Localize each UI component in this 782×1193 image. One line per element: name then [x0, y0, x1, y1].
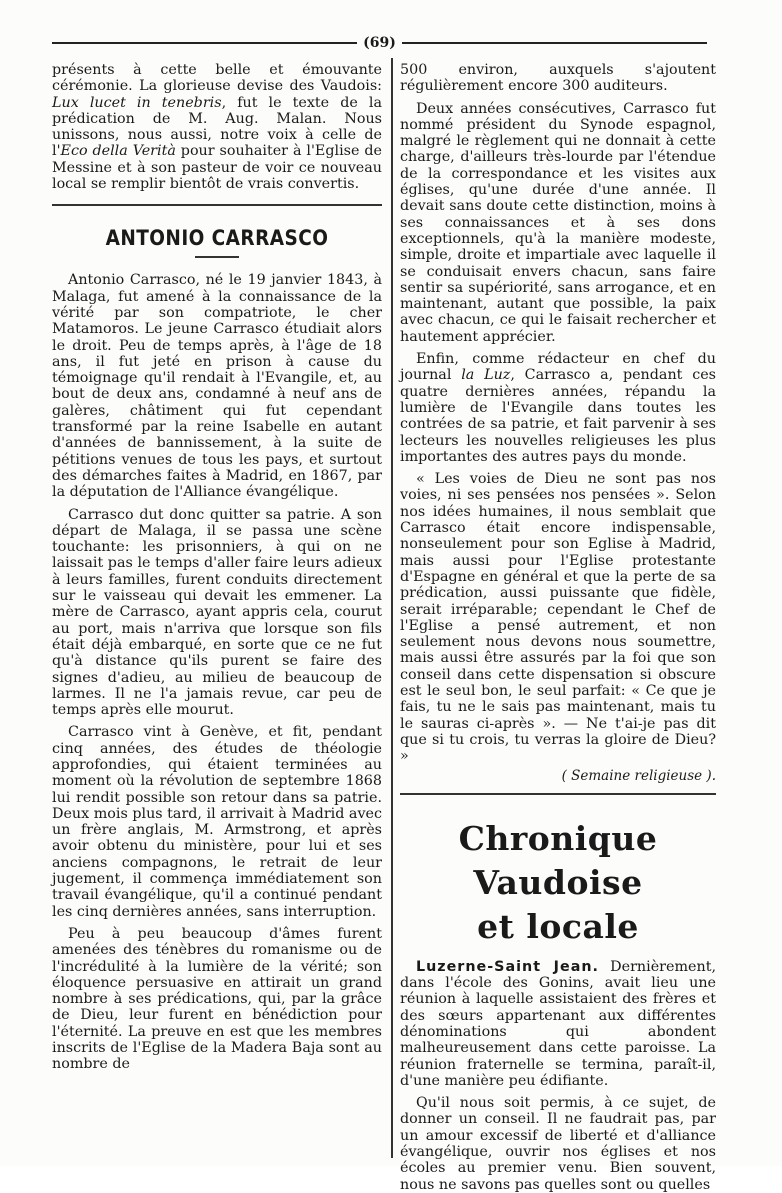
- header-rule-right: [402, 42, 707, 44]
- article-paragraph: Antonio Carrasco, né le 19 janvier 1843, à Malaga, fut amené à la connaissance de la vérité par son compatriote, le cher Matamoros. Le jeune Carrasco étudiait alors le droit. Peu de temps après, à l'âge de 18 ans, il fut jeté en prison à cause du témoignage qu'il rendait à l'Evangile, et, au bout de deux ans, condamné à neuf ans de galères, châtiment qui fut cependant transformé par la reine Isabelle en autant d'années de bannissement, à la suite de pétitions venues de tous les pays, et surtout des démarches faites à Madrid, en 1867, par la députation de l'Alliance évangélique.: [52, 272, 382, 501]
- section-title-line2: et locale: [477, 906, 639, 946]
- page-header: [52, 34, 707, 52]
- article-paragraph: Carrasco dut donc quitter sa patrie. A son départ de Malaga, il se passa une scène touchante: les prisonniers, à qui on ne laissait pas le temps d'aller faire leurs adieux à leurs familles, furent conduits directement sur le vaisseau qui devait les emmener. La mère de Carrasco, ayant appris cela, courut au port, mais n'arriva que lorsque son fils était déjà embarqué, en sorte que ce ne fut qu'à distance qu'ils purent se faire des signes d'adieu, au milieu de beaucoup de larmes. Il ne l'a jamais revue, car peu de temps après elle mourut.: [52, 506, 382, 719]
- article-paragraph: Peu à peu beaucoup d'âmes furent amenées des ténèbres du romanisme ou de l'incrédulité à la lumière de la vérité; son éloquence persuasive en attirait un grand nombre à ses prédications, qui, par la grâce de Dieu, leur furent en bénédiction pour l'éternité. La preuve en est que les membres inscrits de l'Eglise de la Madera Baja sont au nombre de: [52, 925, 382, 1073]
- page-number: (69): [363, 35, 396, 51]
- intro-paragraph: [52, 62, 382, 192]
- motto: Lux lucet in tenebris: [52, 94, 222, 111]
- chronique-text: Dernièrement, dans l'école des Gonins, avait lieu une réunion à laquelle assistaient des frères et des sœurs appartenant aux différentes dénominations qui abondent malheureusement dans cette paroisse. La réunion fraternelle se termina, paraît-il, d'une manière peu édifiante.: [400, 958, 716, 1089]
- column-divider: [391, 58, 393, 1158]
- chronique-paragraph: Qu'il nous soit permis, à ce sujet, de donner un conseil. Il ne faudrait pas, par un amour excessif de liberté et d'alliance évangélique, ouvrir nos églises et nos écoles au premier venu. Bien souvent, nous ne savons pas quelles sont ou quelles: [400, 1095, 716, 1193]
- intro-text-1: présents à cette belle et émouvante cérémonie. La glorieuse devise des Vaudois:: [52, 62, 382, 95]
- article-paragraph: Deux années consécutives, Carrasco fut nommé président du Synode espagnol, malgré le règlement qui ne donnait à cette charge, d'ailleurs très-lourde par l'étendue de la correspondance et les visites aux églises, qu'une durée d'une année. Il devait sans doute cette distinction, moins à ses connaissances et à ses dons exceptionnels, qu'à la manière modeste, simple, droite et impartiale avec laquelle il se conduisait envers chacun, sans faire sentir sa supériorité, sans arrogance, et en maintenant, autant que possible, la paix avec chacun, ce qui le faisait rechercher et hautement apprécier.: [400, 100, 716, 345]
- quote-paragraph: « Les voies de Dieu ne sont pas nos voies, ni ses pensées nos pensées ». Selon nos idées humaines, il nous semblait que Carrasco était encore indispensable, nonseulement pour son Eglise à Madrid, mais aussi pour l'Eglise protestante d'Espagne en général et que la perte de sa prédication, aussi puissante que fidèle, serait irréparable; cependant le Chef de l'Eglise a pensé autrement, et non seulement nous devons nous soumettre, mais aussi être assurés par la foi que son conseil dans cette dispensation si obscure est le seul bon, le seul parfait: « Ce que je fais, tu ne le sais pas maintenant, mais tu le sauras ci-après ». — Ne t'ai-je pas dit que si tu crois, tu verras la gloire de Dieu? »: [400, 471, 716, 765]
- luz-paragraph: [400, 351, 716, 465]
- section-separator: [400, 793, 716, 795]
- left-column: [52, 62, 382, 1073]
- article-separator: [52, 204, 382, 206]
- article-title: ANTONIO CARRASCO: [105, 226, 329, 251]
- article-paragraph: Carrasco vint à Genève, et fit, pendant cinq années, des études de théologie approfondies, qui étaient terminées au moment où la révolution de septembre 1868 lui rendit possible son retour dans sa patrie. Deux mois plus tard, il arrivait à Madrid avec un frère anglais, M. Armstrong, et après avoir obtenu du ministère, pour lui et ses anciens compagnons, le retrait de leur jugement, il commença immédiatement son travail évangélique, qu'il a continué pendant les cinq dernières années, sans interruption.: [52, 724, 382, 920]
- signature: ( Semaine religieuse ).: [561, 768, 716, 785]
- title-dash: [195, 256, 239, 258]
- article-paragraph: 500 environ, auxquels s'ajoutent régulièrement encore 300 auditeurs.: [400, 62, 716, 95]
- right-column: [400, 62, 716, 1193]
- intro-text-3: pour souhaiter à l'Eglise de Messine et à son pasteur de voir ce nouveau local se remplir bientôt de vrais convertis.: [52, 143, 382, 193]
- luz-text-2: , Carrasco a, pendant ces quatre dernières années, répandu la lumière de l'Evangile dans toutes les contrées de sa patrie, et fait parvenir à ses lecteurs les nouvelles religieuses les plus importantes des autres pays du monde.: [400, 367, 717, 465]
- section-title-line1: Chronique Vaudoise: [458, 818, 658, 902]
- journal-name: la Luz: [461, 367, 511, 384]
- chronique-paragraph: [400, 959, 716, 1089]
- header-rule-left: [52, 42, 357, 44]
- paper-name: Eco della Verità: [60, 143, 176, 160]
- place-name: Luzerne-Saint Jean.: [416, 958, 599, 975]
- luz-text-1: Enfin, comme rédacteur en chef du journal: [400, 351, 716, 384]
- intro-text-2: , fut le texte de la prédication de M. Aug. Malan. Nous unissons, nous aussi, notre voix à celle de l': [52, 94, 382, 160]
